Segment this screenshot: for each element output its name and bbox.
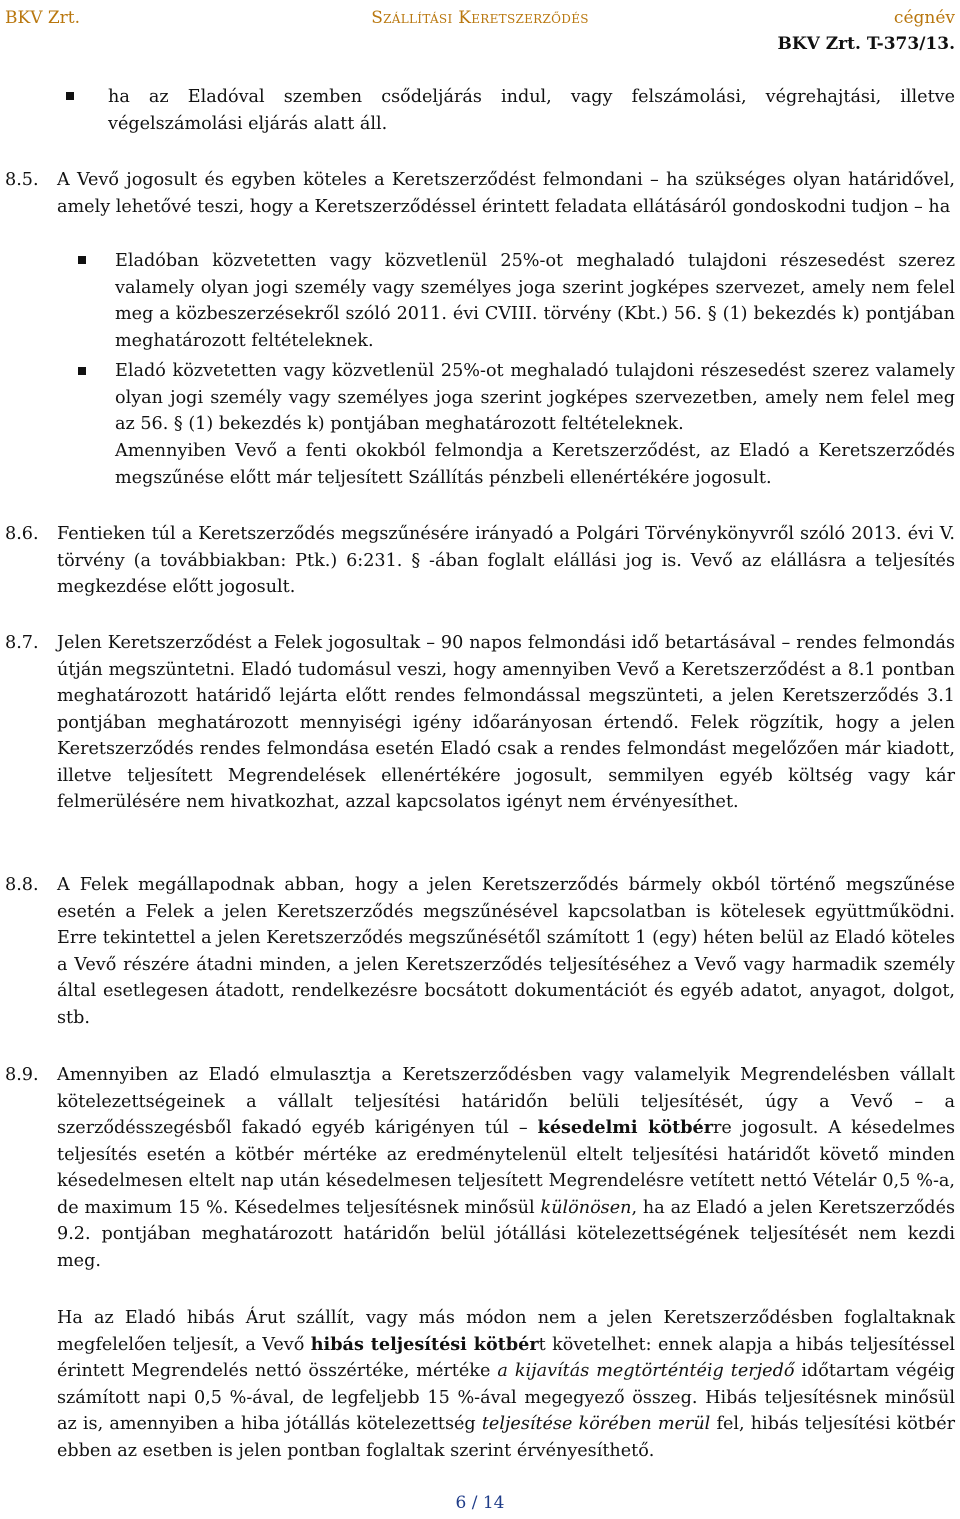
section-8-7-number: 8.7. bbox=[5, 633, 39, 653]
section-8-5-bullet-2: Eladó közvetetten vagy közvetlenül 25%-ot meghaladó tulajdoni részesedést szerez valamely olyan jogi személy vagy személyes joga szerint jogképes szervezetben, amely nem felel meg az 56. § (1) bekezdés k) pontjában meghatározott feltételeknek. bbox=[115, 361, 955, 434]
bullet-icon bbox=[78, 256, 86, 264]
top-bullet-text: ha az Eladóval szemben csődeljárás indul, vagy felszámolási, végrehajtási, illetve végelszámolási eljárás alatt áll. bbox=[108, 87, 955, 134]
section-8-5-text: A Vevő jogosult és egyben köteles a Keretszerződést felmondani – ha szükséges olyan határidővel, amely lehetővé teszi, hogy a Keretszerződéssel érintett feladata ellátásáról gondoskodni tudjon – ha bbox=[57, 170, 955, 217]
text-segment: , ha az Eladó a jelen Keretszerződés 9.2. pontjában meghatározott határidőn belül jótállási kötelezettségének teljesítését nem kezdi meg. bbox=[57, 1197, 956, 1271]
italic-term-repair-period: a kijavítás megtörténtéig terjedő bbox=[497, 1361, 795, 1381]
text-segment: időtartam végéig számított napi 0,5 %-ával, de legfeljebb 15 %-ával megegyező összeg. Hibás teljesítésnek minősül az is, amennyiben a hiba jótállás kötelezettség bbox=[57, 1361, 956, 1434]
section-8-7-text: Jelen Keretszerződést a Felek jogosultak – 90 napos felmondási idő betartásával – rendes felmondás útján megszüntetni. Eladó tudomásul veszi, hogy amennyiben Vevő a Keretszerződést a 8.1 pontban meghatározott határidő lejárta előtt rendes felmondással megszünteti, a jelen Keretszerződés 3.1 pontjában meghatározott mennyiségi igény időarányosan értendő. Felek rögzítik, hogy a jelen Keretszerződés rendes felmondása esetén Eladó csak a rendes felmondást megelőzően már kiadott, illetve teljesített Megrendelések ellenértékére jogosult, semmilyen egyéb költség vagy kár felmerülésére nem hivatkozhat, azzal kapcsolatos igényt nem érvényesíthet. bbox=[57, 633, 955, 812]
section-8-5-closing: Amennyiben Vevő a fenti okokból felmondja a Keretszerződést, az Eladó a Keretszerződés megszűnése előtt már teljesített Szállítás pénzbeli ellenértékére jogosult. bbox=[115, 441, 955, 488]
bold-term-delay-penalty: késedelmi kötbér bbox=[537, 1117, 713, 1138]
section-8-9-defect-paragraph bbox=[57, 1305, 955, 1464]
bullet-icon bbox=[66, 92, 74, 100]
text-segment: fel, hibás teljesítési kötbér ebben az esetben is jelen pontban foglaltak szerint érvényesíthető. bbox=[57, 1414, 956, 1461]
page-number: 6 / 14 bbox=[455, 1493, 505, 1513]
text-segment: t követelhet: ennek alapja a hibás teljesítéssel érintett Megrendelés nettó összértéke, mértéke bbox=[57, 1334, 956, 1381]
page-header bbox=[0, 6, 960, 58]
section-8-8-text: A Felek megállapodnak abban, hogy a jelen Keretszerződés bármely okból történő megszűnése esetén a Felek a jelen Keretszerződés megszűnésével kapcsolatban is kötelesek együttműködni. Erre tekintettel a jelen Keretszerződés megszűnésétől számított 1 (egy) héten belül az Eladó köteles a Vevő részére átadni minden, a jelen Keretszerződés teljesítéséhez a Vevő vagy harmadik személy által esetlegesen átadott, rendelkezésre bocsátott dokumentációt és egyéb adatot, anyagot, dolgot, stb. bbox=[57, 875, 955, 1028]
section-8-9-number: 8.9. bbox=[5, 1065, 39, 1085]
header-title: Szállítási Keretszerződés bbox=[371, 8, 589, 28]
text-segment: Amennyiben az Eladó elmulasztja a Keretszerződésben vagy valamelyik Megrendelésben vállalt kötelezettségeinek a vállalt teljesítési határidőn belüli teljesítését, úgy a Vevő – a szerződésszegésből fakadó egyéb kárigényen túl – bbox=[57, 1065, 955, 1138]
bold-term-defect-penalty: hibás teljesítési kötbér bbox=[310, 1333, 539, 1355]
bullet-icon bbox=[78, 367, 86, 375]
header-partner: cégnév bbox=[893, 8, 955, 28]
italic-term-warranty-scope: teljesítése körében merül bbox=[481, 1414, 711, 1434]
section-8-6-text: Fentieken túl a Keretszerződés megszűnésére irányadó a Polgári Törvénykönyvről szóló 2013. évi V. törvény (a továbbiakban: Ptk.) 6:231. § -ában foglalt elállási jog is. Vevő az elállásra a teljesítés megkezdése előtt jogosult. bbox=[57, 524, 955, 597]
text-segment: Ha az Eladó hibás Árut szállít, vagy más módon nem a jelen Keretszerződésben foglaltaknak megfelelően teljesít, a Vevő bbox=[57, 1308, 955, 1355]
section-8-8-number: 8.8. bbox=[5, 875, 39, 895]
section-8-5-number: 8.5. bbox=[5, 170, 39, 190]
header-company: BKV Zrt. bbox=[5, 8, 81, 28]
section-8-6-number: 8.6. bbox=[5, 524, 39, 544]
italic-term-especially: különösen bbox=[540, 1197, 632, 1218]
text-segment: re jogosult. A késedelmes teljesítés esetén a kötbér mértéke az eredménytelenül eltelt teljesítési határidőt követő minden késedelmesen eltelt nap után késedelmesen teljesített Megrendelésre vetített nettó Vételár 0,5 %-a, de maximum 15 %. Késedelmes teljesítésnek minősül bbox=[57, 1118, 956, 1218]
section-8-9-text bbox=[57, 1062, 955, 1274]
section-8-5-bullet-1: Eladóban közvetetten vagy közvetlenül 25%-ot meghaladó tulajdoni részesedést szerez valamely olyan jogi személy vagy személyes joga szerint jogképes szervezet, amely nem felel meg a közbeszerzésekről szóló 2011. évi CVIII. törvény (Kbt.) 56. § (1) bekezdés k) pontjában meghatározott feltételeknek. bbox=[115, 251, 955, 351]
header-reference: BKV Zrt. T-373/13. bbox=[777, 34, 955, 54]
